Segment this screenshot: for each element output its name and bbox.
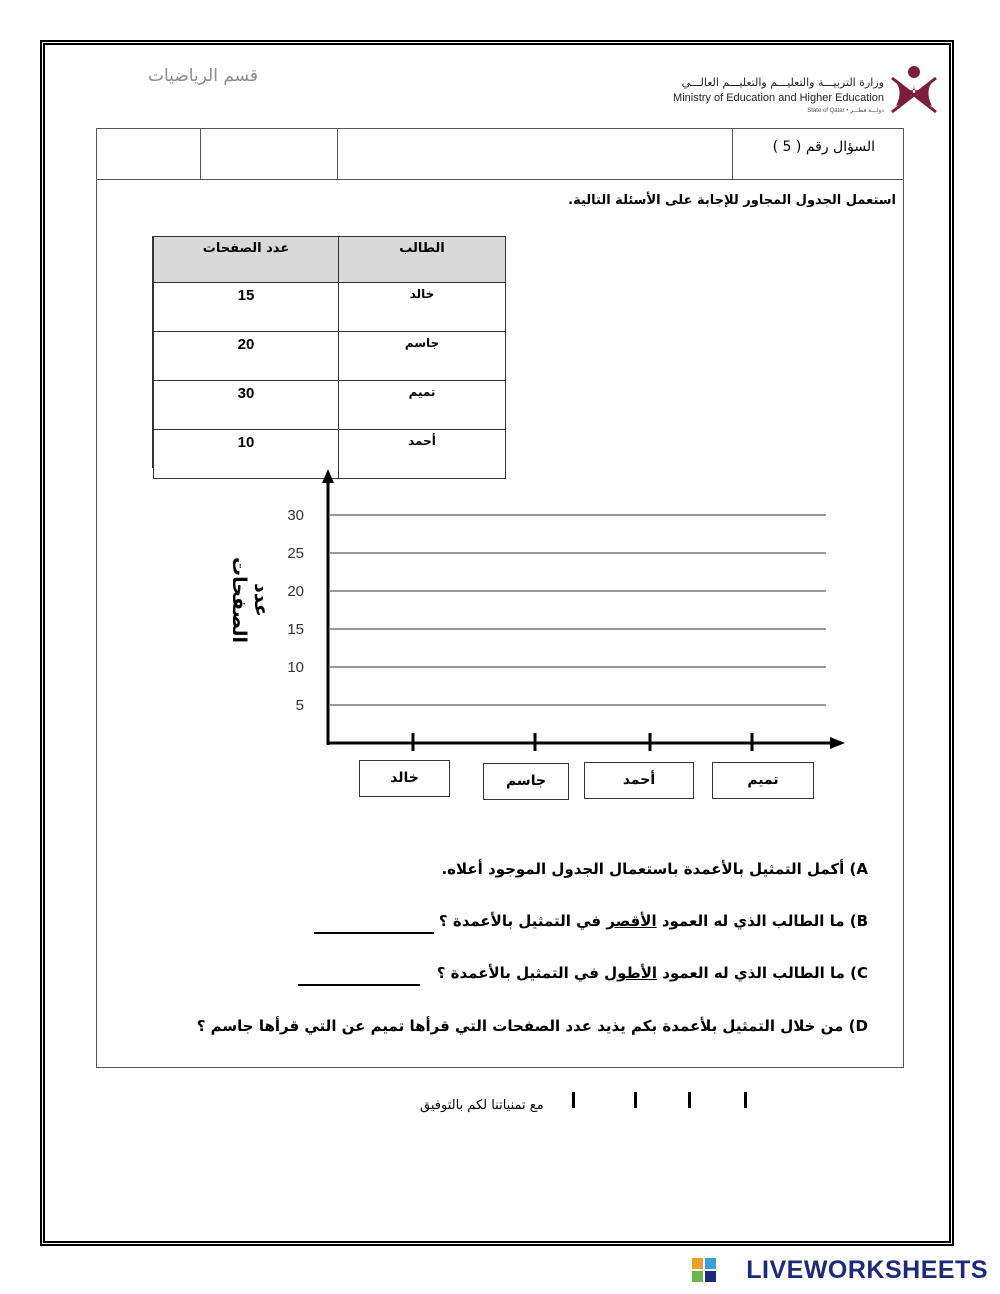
table-header-student: الطالب — [339, 237, 506, 283]
chart-y-tick-label: 15 — [287, 621, 304, 638]
chart-y-ticks — [287, 507, 304, 714]
table-cell-name: خالد — [339, 283, 506, 332]
chart-y-tick-label: 30 — [287, 507, 304, 524]
answer-b-field[interactable] — [314, 932, 434, 934]
chart-gridlines — [330, 515, 826, 705]
table-header-row — [154, 237, 506, 283]
chart-y-tick-label: 20 — [287, 583, 304, 600]
table-cell-pages: 20 — [154, 332, 339, 381]
stray-mark — [744, 1092, 747, 1108]
x-axis-arrow-icon — [830, 737, 845, 749]
stray-mark — [688, 1092, 691, 1108]
question-c — [437, 964, 868, 982]
bar-chart — [270, 465, 860, 765]
ministry-name-arabic: وزارة التربيـــة والتعليـــم والتعليـــم العالـــي — [681, 76, 884, 89]
category-label-box[interactable]: أحمد — [584, 762, 694, 799]
ministry-name-english: Ministry of Education and Higher Education — [673, 92, 884, 104]
question-b-text-start: B) ما الطالب الذي له العمود — [656, 912, 868, 930]
question-d: D) من خلال التمثيل بلأعمدة بكم يذيد عدد الصفحات التي قرأها تميم عن التي قرأها جاسم ؟ — [196, 1017, 868, 1035]
liveworksheets-logo-icon — [692, 1258, 718, 1284]
footer-wish: مع تمنياتنا لكم بالتوفيق — [420, 1098, 544, 1113]
table-row — [154, 283, 506, 332]
category-label-box[interactable]: جاسم — [483, 763, 569, 800]
category-label-box[interactable]: خالد — [359, 760, 450, 797]
data-table — [153, 236, 506, 479]
instruction-text: استعمل الجدول المجاور للإجابة على الأسئلة التالية. — [568, 193, 896, 208]
chart-y-tick-label: 25 — [287, 545, 304, 562]
y-axis-arrow-icon — [322, 469, 334, 483]
chart-y-axis-label: عدد الصفحات — [228, 557, 272, 643]
category-label-box[interactable]: تميم — [712, 762, 814, 799]
question-c-text-start: C) ما الطالب الذي له العمود — [657, 964, 868, 982]
table-cell-name: جاسم — [339, 332, 506, 381]
ministry-emblem-icon — [886, 60, 942, 118]
question-b — [439, 912, 868, 930]
question-a: A) أكمل التمثيل بالأعمدة باستعمال الجدول الموجود أعلاه. — [441, 860, 868, 878]
header-cell-3 — [338, 129, 733, 179]
table-cell-pages: 15 — [154, 283, 339, 332]
state-name: State of Qatar • دولـــة قطـــر — [807, 108, 884, 114]
question-header-row — [96, 128, 904, 180]
table-cell-pages: 30 — [154, 381, 339, 430]
chart-y-tick-label: 10 — [287, 659, 304, 676]
table-header-pages: عدد الصفحات — [154, 237, 339, 283]
stray-mark — [634, 1092, 637, 1108]
table-cell-name: أحمد — [339, 430, 506, 479]
question-c-text-end: في التمثيل بالأعمدة ؟ — [436, 964, 605, 982]
stray-mark — [572, 1092, 575, 1108]
question-c-keyword: الأطول — [604, 964, 658, 982]
chart-y-tick-label: 5 — [295, 697, 304, 714]
department-title: قسم الرياضيات — [148, 66, 258, 86]
answer-c-field[interactable] — [298, 984, 420, 986]
question-b-text-end: في التمثيل بالأعمدة ؟ — [438, 912, 607, 930]
table-row — [154, 332, 506, 381]
header-cell-2 — [201, 129, 339, 179]
question-b-keyword: الأقصر — [606, 912, 657, 930]
question-number: السؤال رقم ( 5 ) — [772, 139, 875, 155]
brand-name: LIVEWORKSHEETS — [746, 1256, 988, 1284]
table-cell-name: تميم — [339, 381, 506, 430]
table-cell-pages: 10 — [154, 430, 339, 479]
table-row — [154, 381, 506, 430]
header-cell-1 — [97, 129, 201, 179]
